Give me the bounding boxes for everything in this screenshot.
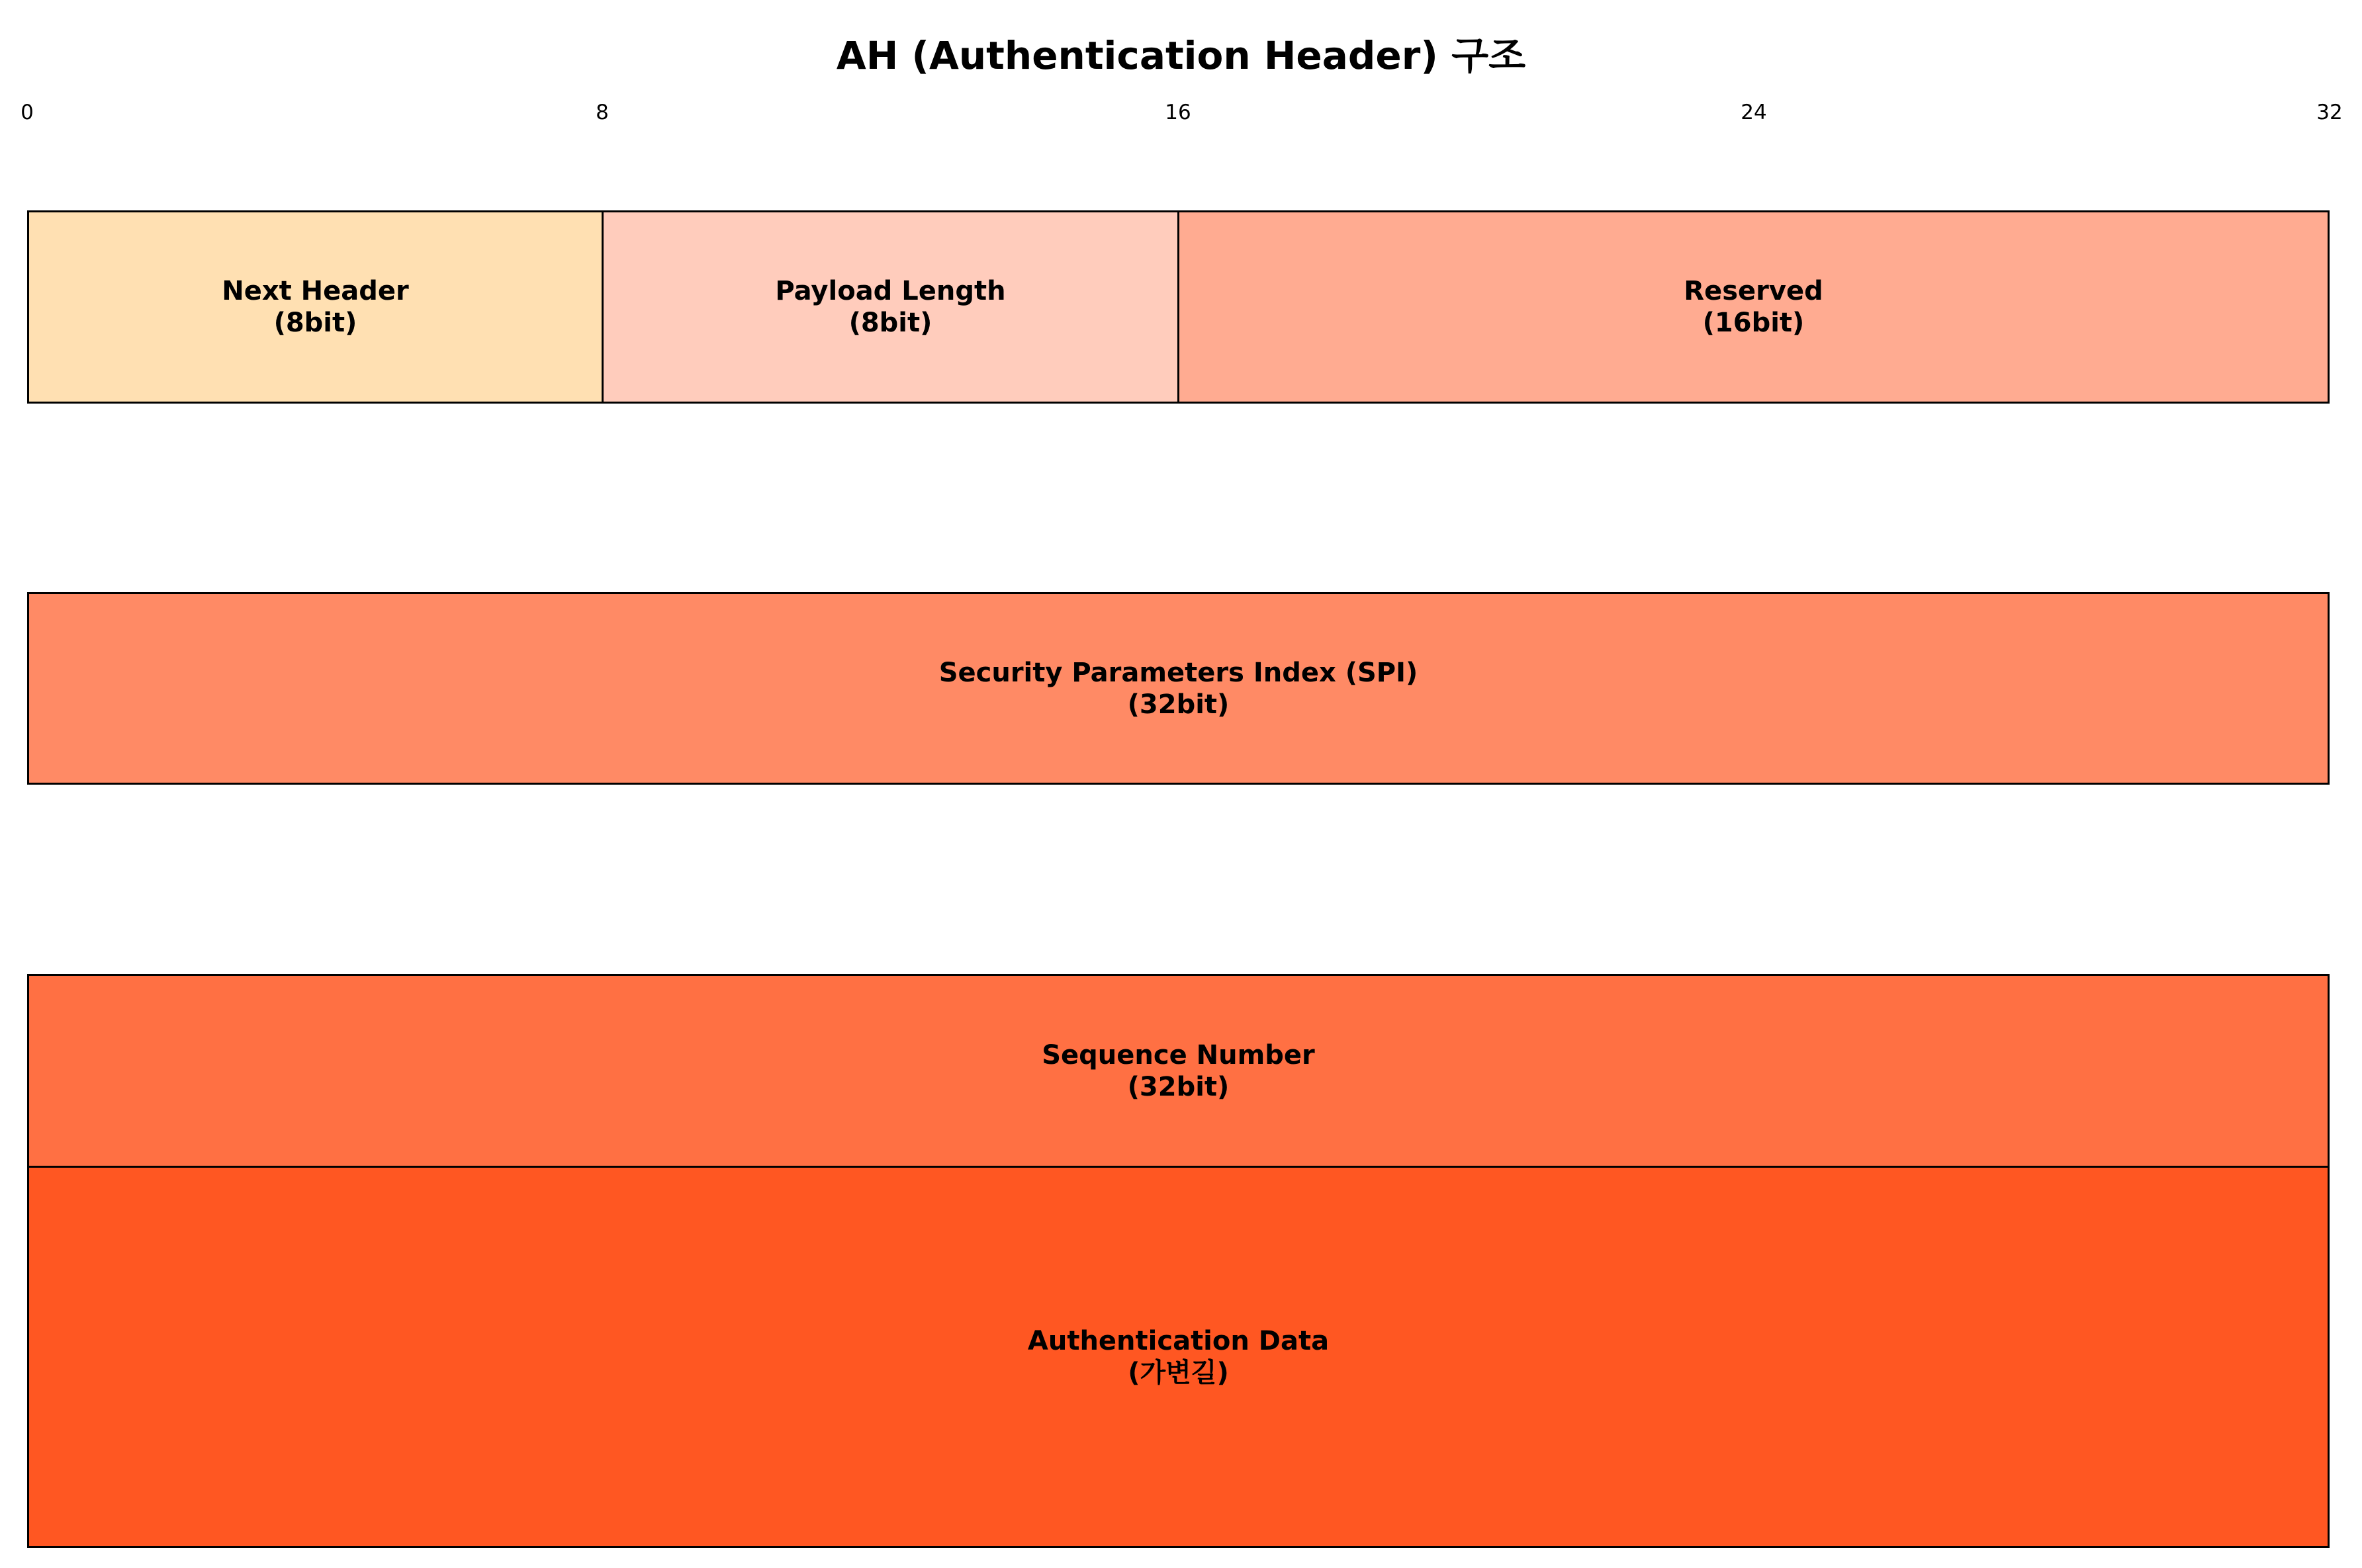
- bit-tick-0: 0: [21, 101, 34, 124]
- field-sequence-number-name: Sequence Number: [1042, 1039, 1315, 1070]
- field-authentication-data-size: (가변길): [1128, 1358, 1229, 1388]
- field-authentication-data-name: Authentication Data: [1027, 1326, 1330, 1356]
- field-sequence-number: [27, 974, 2330, 1168]
- field-spi: [27, 592, 2330, 785]
- field-payload-length-size: (8bit): [848, 308, 932, 338]
- bit-tick-24: 24: [1741, 101, 1767, 124]
- field-reserved-name: Reserved: [1684, 276, 1823, 306]
- field-sequence-number-size: (32bit): [1127, 1071, 1230, 1102]
- diagram-title: AH (Authentication Header) 구조: [836, 33, 1526, 78]
- field-next-header-size: (8bit): [273, 308, 357, 338]
- field-reserved: [1177, 210, 2330, 404]
- field-spi-size: (32bit): [1127, 689, 1230, 720]
- bit-tick-8: 8: [596, 101, 609, 124]
- field-reserved-size: (16bit): [1702, 308, 1805, 338]
- bit-tick-16: 16: [1165, 101, 1191, 124]
- field-authentication-data: [27, 1166, 2330, 1548]
- field-next-header: [27, 210, 604, 404]
- field-payload-length: [602, 210, 1179, 404]
- field-spi-name: Security Parameters Index (SPI): [938, 657, 1418, 688]
- field-next-header-name: Next Header: [222, 276, 409, 306]
- field-payload-length-name: Payload Length: [775, 276, 1006, 306]
- bit-tick-32: 32: [2316, 101, 2343, 124]
